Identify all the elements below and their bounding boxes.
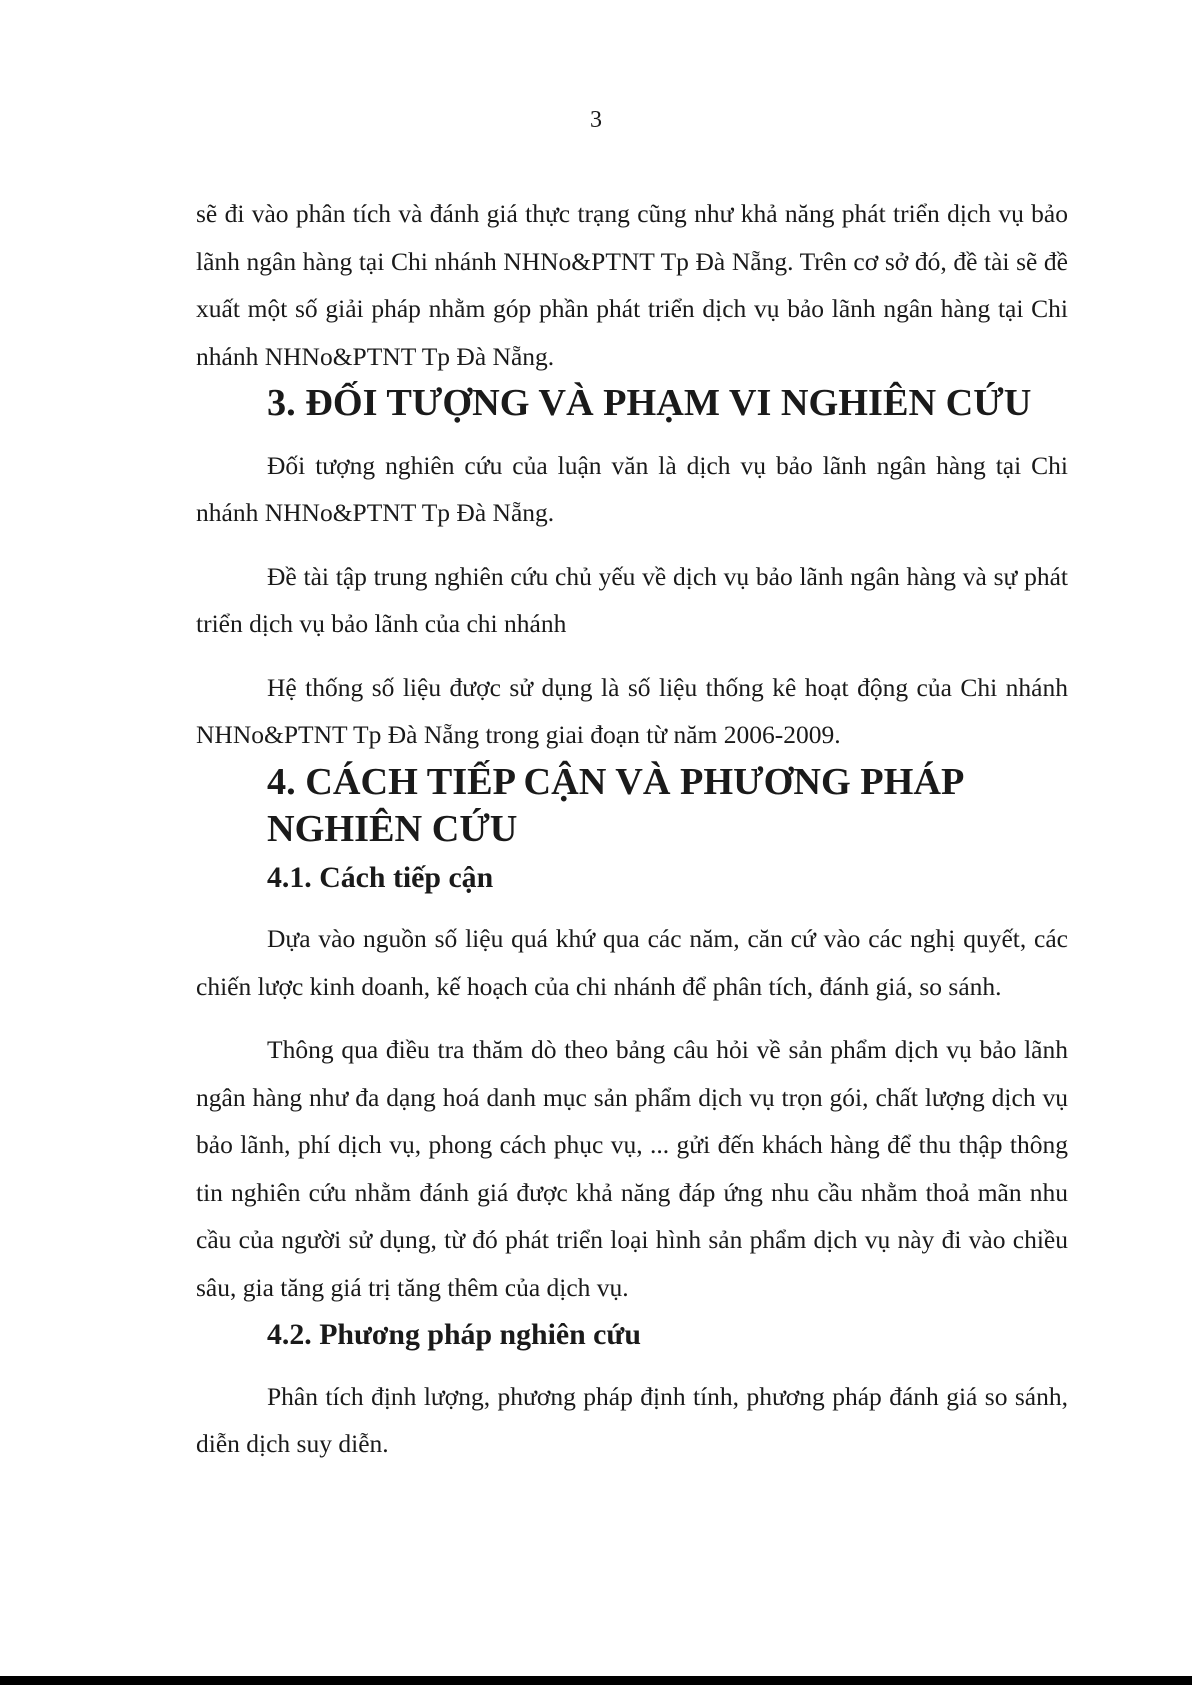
subsection-heading-4-1: 4.1. Cách tiếp cận — [267, 860, 494, 894]
bottom-edge-bar — [0, 1676, 1192, 1685]
paragraph-methods: Phân tích định lượng, phương pháp định tính, phương pháp đánh giá so sánh, diễn dịch suy diễn. — [196, 1381, 1068, 1458]
paragraph-intro-continuation: sẽ đi vào phân tích và đánh giá thực trạng cũng như khả năng phát triển dịch vụ bảo lãnh ngân hàng tại Chi nhánh NHNo&PTNT Tp Đà Nẵng. Trên cơ sở đó, đề tài sẽ đề xuất một số giải pháp nhằm góp phần phát triển dịch vụ bảo lãnh ngân hàng tại Chi nhánh NHNo&PTNT Tp Đà Nẵng. — [196, 199, 1068, 371]
paragraph-research-object: Đối tượng nghiên cứu của luận văn là dịch vụ bảo lãnh ngân hàng tại Chi nhánh NHNo&PTNT Tp Đà Nẵng. — [196, 450, 1068, 527]
paragraph-approach: Dựa vào nguồn số liệu quá khứ qua các năm, căn cứ vào các nghị quyết, các chiến lược kinh doanh, kế hoạch của chi nhánh để phân tích, đánh giá, so sánh. — [196, 924, 1068, 1001]
section-heading-3: 3. ĐỐI TƯỢNG VÀ PHẠM VI NGHIÊN CỨU — [267, 382, 1032, 424]
paragraph-data-source: Hệ thống số liệu được sử dụng là số liệu thống kê hoạt động của Chi nhánh NHNo&PTNT Tp Đà Nẵng trong giai đoạn từ năm 2006-2009. — [196, 672, 1068, 749]
section-heading-4: 4. CÁCH TIẾP CẬN VÀ PHƯƠNG PHÁP NGHIÊN CỨU — [267, 760, 963, 850]
paragraph-survey: Thông qua điều tra thăm dò theo bảng câu hỏi về sản phẩm dịch vụ bảo lãnh ngân hàng như đa dạng hoá danh mục sản phẩm dịch vụ trọn gói, chất lượng dịch vụ bảo lãnh, phí dịch vụ, phong cách phục vụ, ... gửi đến khách hàng để thu thập thông tin nghiên cứu nhằm đánh giá được khả năng đáp ứng nhu cầu nhằm thoả mãn nhu cầu của người sử dụng, từ đó phát triển loại hình sản phẩm dịch vụ này đi vào chiều sâu, gia tăng giá trị tăng thêm của dịch vụ. — [196, 1035, 1068, 1302]
page-body — [196, 190, 1068, 1468]
page-number: 3 — [590, 107, 602, 133]
subsection-heading-4-2: 4.2. Phương pháp nghiên cứu — [267, 1318, 641, 1351]
paragraph-research-focus: Đề tài tập trung nghiên cứu chủ yếu về dịch vụ bảo lãnh ngân hàng và sự phát triển dịch vụ bảo lãnh của chi nhánh — [196, 561, 1068, 638]
